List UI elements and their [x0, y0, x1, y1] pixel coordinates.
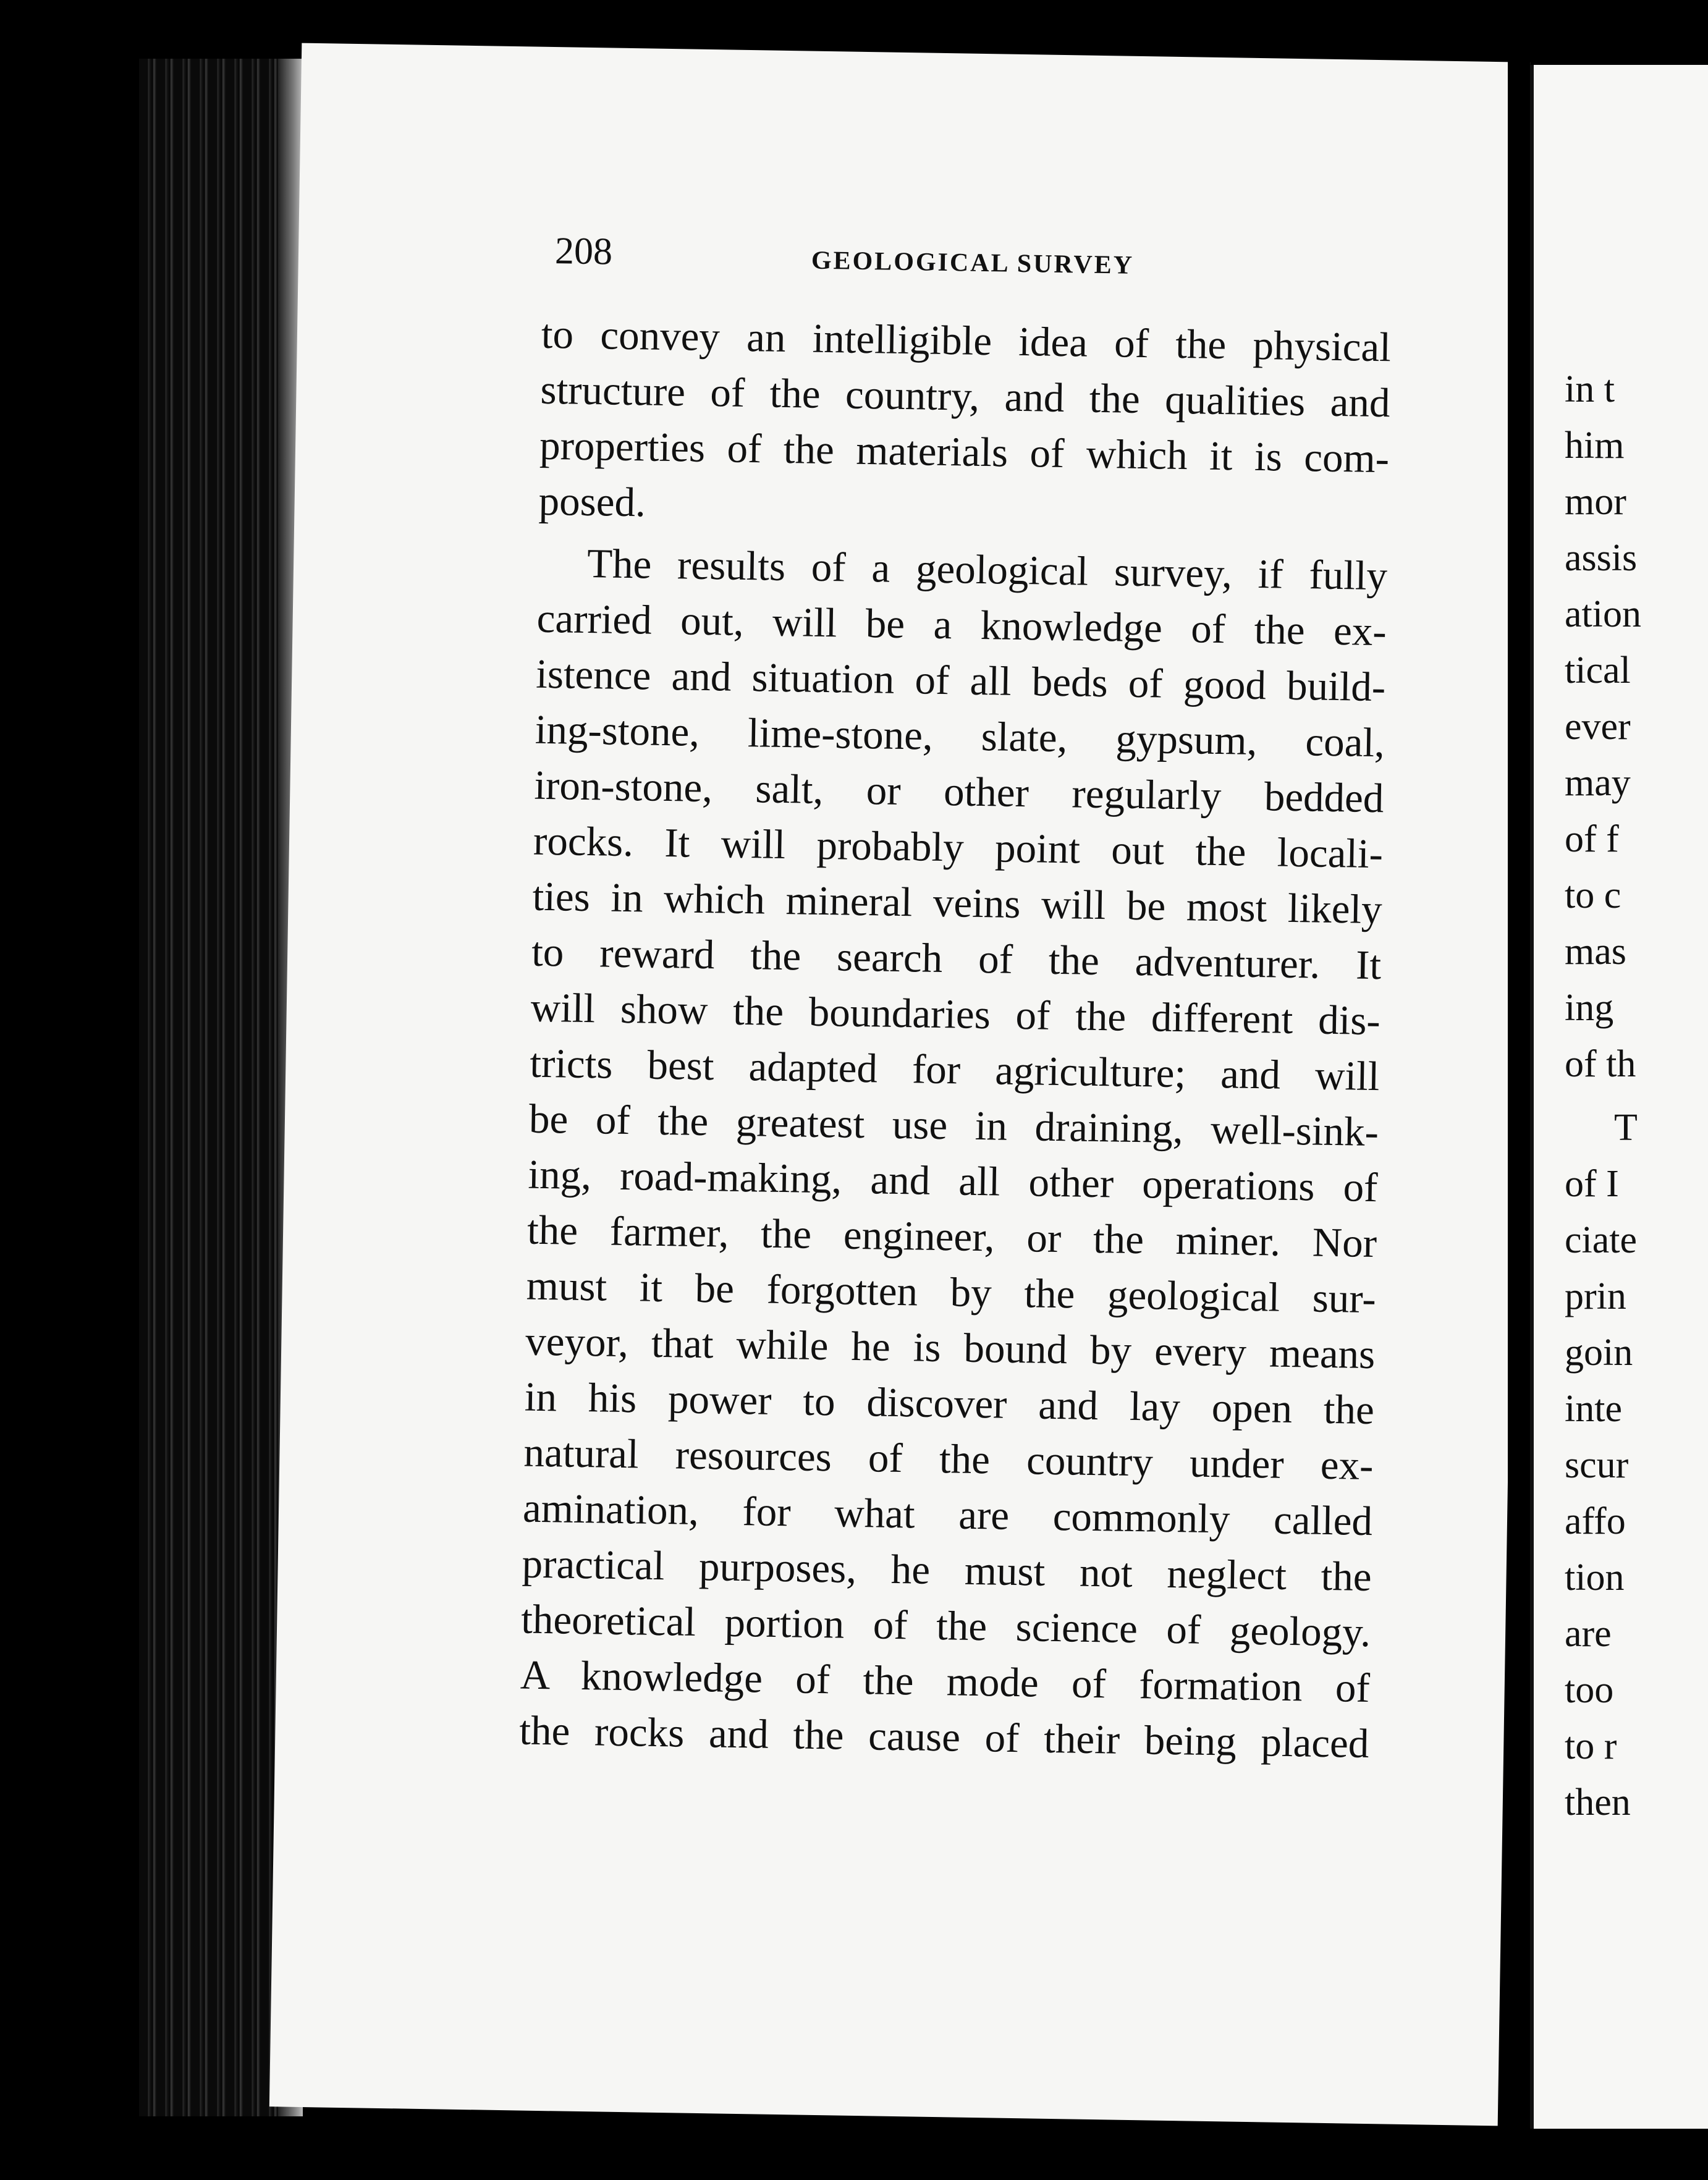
facing-text-line: ing	[1565, 987, 1614, 1029]
text-line: ties in which mineral veins will be most likely	[532, 873, 1383, 933]
text-line: to convey an intelligible idea of the physical	[541, 311, 1392, 371]
facing-text-line: prin	[1565, 1275, 1626, 1317]
text-line: rocks. It will probably point out the locali-	[533, 817, 1384, 877]
facing-page-fragment	[1530, 65, 1708, 2129]
running-head	[298, 219, 1527, 294]
paragraph-first-line: The results of a geological survey, if fully	[586, 540, 1388, 599]
facing-page-text	[1565, 361, 1641, 1831]
text-line: A knowledge of the mode of formation of	[520, 1652, 1371, 1712]
text-line: tricts best adapted for agriculture; and will	[529, 1040, 1380, 1100]
facing-text-line: too	[1565, 1669, 1614, 1711]
text-line: structure of the country, and the qualities and	[540, 366, 1390, 426]
text-line: ing, road-making, and all other operations of	[528, 1151, 1379, 1211]
text-line: istence and situation of all beds of good build-	[535, 651, 1386, 711]
text-line: practical purposes, he must not neglect the	[522, 1540, 1372, 1600]
text-line: ing-stone, lime-stone, slate, gypsum, coal,	[535, 706, 1385, 766]
facing-text-line: inte	[1565, 1388, 1622, 1430]
text-line: amination, for what are commonly called	[522, 1485, 1373, 1545]
text-line: to reward the search of the adventurer. It	[531, 929, 1382, 989]
text-line: the farmer, the engineer, or the miner. Nor	[526, 1207, 1377, 1267]
text-line: iron-stone, salt, or other regularly bedded	[533, 762, 1384, 822]
text-line: theoretical portion of the science of geology.	[520, 1596, 1371, 1656]
facing-text-line: T	[1614, 1107, 1638, 1149]
facing-text-line: then	[1565, 1781, 1631, 1823]
facing-text-line: tion	[1565, 1557, 1625, 1599]
page-number: 208	[554, 230, 613, 273]
text-line: posed.	[538, 478, 646, 526]
facing-text-line: him	[1565, 425, 1625, 467]
facing-text-line: affo	[1565, 1500, 1626, 1542]
facing-text-line: ciate	[1565, 1219, 1638, 1261]
text-line: veyor, that while he is bound by every means	[525, 1318, 1376, 1378]
text-line: in his power to discover and lay open the	[524, 1374, 1375, 1434]
facing-text-line: may	[1565, 762, 1631, 804]
text-line: will show the boundaries of the different dis-	[530, 984, 1381, 1044]
facing-text-line: scur	[1565, 1444, 1629, 1486]
facing-text-line: of I	[1565, 1163, 1619, 1205]
facing-text-line: assis	[1565, 537, 1638, 579]
text-line: properties of the materials of which it is com-	[539, 422, 1390, 482]
book-gutter	[1508, 62, 1530, 2064]
text-line: must it be forgotten by the geological sur-	[526, 1262, 1377, 1322]
facing-text-line: ation	[1565, 593, 1641, 635]
facing-text-line: are	[1565, 1613, 1612, 1655]
text-line: the rocks and the cause of their being placed	[518, 1707, 1369, 1767]
text-line: natural resources of the country under ex-	[523, 1429, 1374, 1489]
facing-text-line: of f	[1565, 818, 1619, 860]
facing-text-line: in t	[1565, 368, 1615, 410]
text-line: carried out, will be a knowledge of the ex-	[536, 595, 1387, 655]
body-text	[519, 306, 1392, 1772]
facing-text-line: of th	[1565, 1043, 1636, 1085]
facing-text-line: goin	[1565, 1332, 1633, 1374]
text-line: be of the greatest use in draining, well-sink-	[528, 1096, 1379, 1155]
left-page	[269, 43, 1530, 2126]
facing-text-line: to r	[1565, 1725, 1617, 1767]
facing-text-line: tical	[1565, 649, 1631, 691]
facing-text-line: mor	[1565, 481, 1626, 523]
running-head-title: GEOLOGICAL SURVEY	[811, 246, 1135, 280]
facing-text-line: mas	[1565, 931, 1626, 973]
facing-text-line: ever	[1565, 706, 1631, 748]
facing-text-line: to c	[1565, 874, 1621, 916]
